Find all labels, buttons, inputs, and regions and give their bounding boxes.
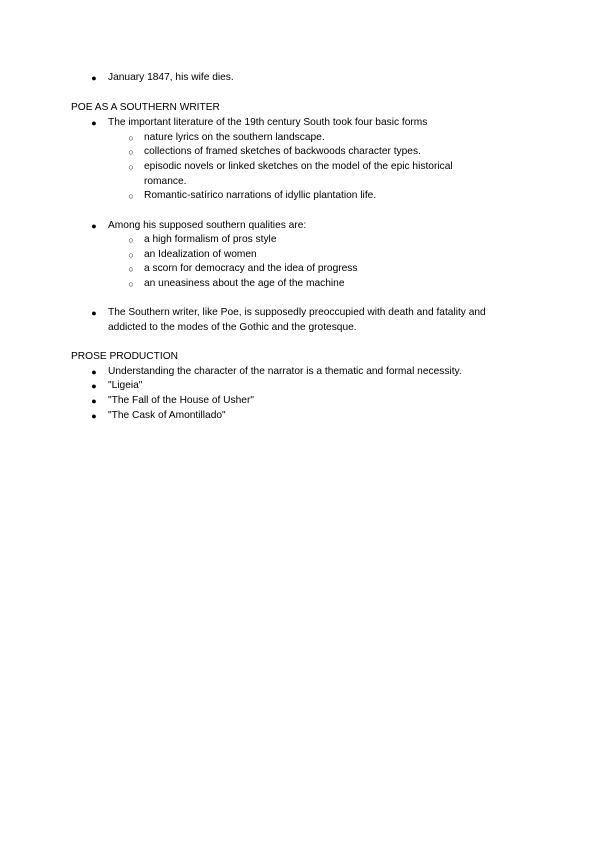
list-item-text: The Southern writer, like Poe, is supposedly preoccupied with death and fatality and: [108, 307, 486, 318]
list-item-text: "Ligeia": [108, 380, 143, 391]
sub-bullet: ○: [128, 133, 134, 143]
list-item-text: Understanding the character of the narrator is a thematic and formal necessity.: [108, 366, 462, 377]
bullet: ●: [91, 118, 97, 128]
sub-bullet: ○: [128, 235, 134, 245]
list-item-text: "The Cask of Amontillado": [108, 410, 226, 421]
sub-list-item-text: romance.: [144, 176, 187, 187]
sub-list-item-text: episodic novels or linked sketches on the model of the epic historical: [144, 161, 453, 172]
list-item-text: "The Fall of the House of Usher": [108, 395, 254, 406]
bullet: ●: [91, 381, 97, 391]
sub-bullet: ○: [128, 264, 134, 274]
sub-list-item-text: a high formalism of pros style: [144, 234, 277, 245]
bullet: ●: [91, 221, 97, 231]
sub-list-item-text: an uneasiness about the age of the machine: [144, 278, 345, 289]
bullet: ●: [91, 396, 97, 406]
sub-bullet: ○: [128, 162, 134, 172]
bullet: ●: [91, 411, 97, 421]
bullet: ●: [91, 308, 97, 318]
sub-bullet: ○: [128, 250, 134, 260]
list-item-text: addicted to the modes of the Gothic and the grotesque.: [108, 322, 357, 333]
sub-list-item-text: an Idealization of women: [144, 249, 257, 260]
sub-bullet: ○: [128, 191, 134, 201]
sub-list-item-text: nature lyrics on the southern landscape.: [144, 132, 325, 143]
list-item-text: Among his supposed southern qualities are:: [108, 220, 307, 231]
sub-bullet: ○: [128, 147, 134, 157]
sub-list-item-text: collections of framed sketches of backwoods character types.: [144, 146, 421, 157]
sub-list-item-text: a scorn for democracy and the idea of progress: [144, 263, 358, 274]
list-item-text: The important literature of the 19th century South took four basic forms: [108, 117, 428, 128]
document-page: ● January 1847, his wife dies. POE AS A SOUTHERN WRITER ● The important literature of the 19th century South took four basic forms ○ nature lyrics on the southern landscape. ○ collections of framed sketches of backwoods character types. ○ episodic novels or linked sketches on the model of the epic historical romance. ○ Romantic-satírico narrations of idyllic plantation life. ● Among his supposed southern qualities are: ○ a high formalism of pros style ○ an Idealization of women ○ a scorn for democracy and the idea of progress ○ an uneasiness about the age of the machine ● The Southern writer, like Poe, is supposedly preoccupied with death and fatality and addicted to the modes of the Gothic and the grotesque. PROSE PRODUCTION ● Understanding the character of the narrator is a thematic and formal necessity. ● "Ligeia" ● "The Fall of the House of Usher" ● "The Cask of Amontillado": [71, 72, 486, 421]
list-item-text: January 1847, his wife dies.: [108, 72, 234, 83]
sub-bullet: ○: [128, 279, 134, 289]
sub-list-item-text: Romantic-satírico narrations of idyllic plantation life.: [144, 190, 377, 201]
bullet: ●: [91, 367, 97, 377]
bullet: ●: [91, 73, 97, 83]
